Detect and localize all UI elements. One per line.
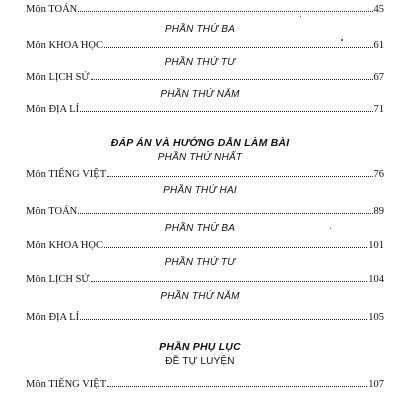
toc-entry-dia-li-1 [26, 104, 384, 116]
section-heading-phan-thu-nhat: PHẦN THỨ NHẤT [157, 152, 243, 163]
dot-leader [107, 176, 372, 177]
toc-entry-lich-su-1 [26, 72, 384, 84]
dot-leader [80, 111, 372, 112]
section-heading-phan-thu-ba-2: PHẦN THỨ BA [164, 223, 236, 234]
toc-entry-tieng-viet-1 [26, 169, 384, 181]
toc-entry-lich-su-2 [26, 274, 384, 286]
dot-leader [78, 11, 372, 12]
section-heading-phan-phu-luc: PHẦN PHỤ LỤC [159, 341, 241, 353]
toc-entry-label: Môn LỊCH SỬ [26, 274, 90, 285]
toc-entry-page: 104 [368, 274, 384, 285]
scan-speck [330, 228, 331, 229]
dot-leader [107, 386, 367, 387]
toc-entry-label: Môn TIẾNG VIỆT [26, 379, 107, 390]
toc-entry-khoa-hoc-1 [26, 40, 384, 52]
toc-entry-page: 76 [373, 169, 384, 180]
section-heading-phan-thu-ba: PHẦN THỨ BA [164, 24, 236, 35]
toc-entry-label: Môn ĐỊA LÍ [26, 104, 80, 115]
toc-entry-page: 101 [368, 240, 384, 251]
dot-leader [91, 79, 373, 80]
toc-entry-label: Môn KHOA HỌC [26, 240, 104, 251]
section-heading-phan-thu-tu-2: PHẦN THỨ TƯ [164, 257, 236, 268]
scan-speck [341, 39, 343, 41]
toc-entry-label: Môn TOÁN [26, 4, 78, 15]
toc-entry-label: Môn LỊCH SỬ [26, 72, 90, 83]
section-heading-dap-an: ĐÁP ÁN VÀ HƯỚNG DẪN LÀM BÀI [110, 137, 290, 149]
section-heading-phan-thu-nam: PHẦN THỨ NĂM [160, 89, 240, 100]
toc-entry-label: Môn TOÁN [26, 206, 78, 217]
toc-entry-toan-2 [26, 206, 384, 218]
section-heading-phan-thu-nam-2: PHẦN THỨ NĂM [160, 291, 240, 302]
toc-entry-tieng-viet-2 [26, 379, 384, 391]
toc-entry-label: Môn TIẾNG VIỆT [26, 169, 107, 180]
dot-leader [78, 213, 372, 214]
toc-entry-khoa-hoc-2 [26, 240, 384, 252]
toc-entry-dia-li-2 [26, 312, 384, 324]
dot-leader [104, 47, 372, 48]
toc-entry-page: 67 [373, 72, 384, 83]
toc-entry-toan-1 [26, 4, 384, 16]
scan-speck [300, 16, 301, 17]
toc-entry-page: 107 [368, 379, 384, 390]
toc-entry-page: 71 [373, 104, 384, 115]
dot-leader [91, 281, 368, 282]
dot-leader [80, 319, 367, 320]
toc-entry-page: 89 [373, 206, 384, 217]
toc-entry-page: 45 [373, 4, 384, 15]
section-heading-de-tu-luyen: ĐỀ TỰ LUYỆN [165, 356, 235, 367]
toc-entry-page: 61 [373, 40, 384, 51]
dot-leader [104, 247, 367, 248]
section-heading-phan-thu-tu: PHẦN THỨ TƯ [164, 57, 236, 68]
toc-entry-label: Môn ĐỊA LÍ [26, 312, 80, 323]
section-heading-phan-thu-hai: PHẦN THỨ HAI [163, 185, 237, 196]
toc-entry-label: Môn KHOA HỌC [26, 40, 104, 51]
toc-entry-page: 105 [368, 312, 384, 323]
